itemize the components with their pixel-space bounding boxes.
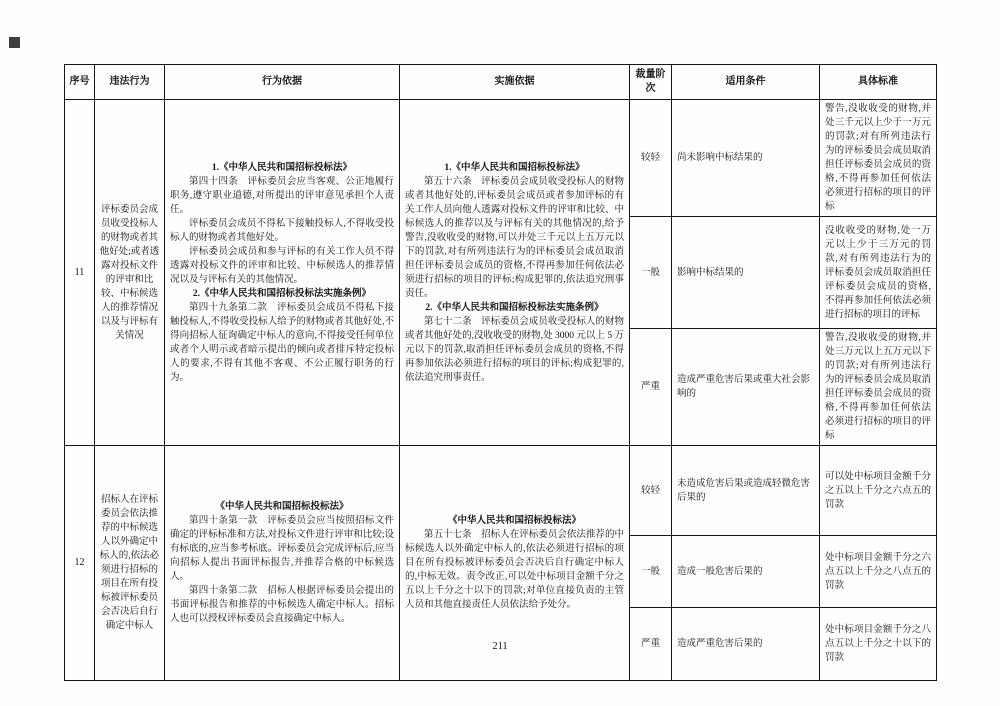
- condition-cell: 造成一般危害后果的: [672, 536, 820, 608]
- law-paragraph: 第七十二条 评标委员会成员收受投标人的财物或者其他好处的,没收收受的财物,处 3000 元以上 5 万元以下的罚款,取消担任评标委员会成员的资格,不得再参加依法必须进行招标的项目的评标;构成犯罪的,依法追究刑事责任。: [405, 316, 624, 383]
- tier-level-cell: 较轻: [630, 100, 672, 217]
- law-title: 1.《中华人民共和国招标投标法》: [444, 162, 585, 173]
- table-row: [65, 446, 937, 536]
- condition-cell: 造成严重危害后果或重大社会影响的: [672, 329, 820, 446]
- law-paragraph: 评标委员会成员不得私下接触投标人,不得收受投标人的财物或者其他好处。: [170, 218, 394, 243]
- header-standard: 具体标准: [820, 65, 937, 100]
- law-title: 2.《中华人民共和国招标投标法实施条例》: [192, 288, 372, 299]
- law-paragraph: 第四十条第一款 评标委员会应当按照招标文件确定的评标标准和方法,对投标文件进行评审和比较;设有标底的,应当参考标底。评标委员会完成评标后,应当向招标人提出书面评标报告,并推荐合格的中标候选人。: [170, 516, 394, 582]
- behavior-cell: 招标人在评标委员会依法推荐的中标候选人以外确定中标人的,依法必须进行招标的项目在所有投标被评标委员会否决后自行确定中标人: [95, 446, 165, 681]
- row-number-cell: 11: [65, 100, 95, 446]
- header-row: [65, 65, 937, 100]
- standard-cell: 处中标项目金额千分之八点五以上千分之十以下的罚款: [820, 608, 937, 681]
- standard-cell: 可以处中标项目金额千分之五以上千分之六点五的罚款: [820, 446, 937, 536]
- condition-cell: 尚未影响中标结果的: [672, 100, 820, 217]
- page-number: 211: [492, 641, 508, 652]
- basis-cell: [165, 100, 400, 446]
- law-paragraph: 第五十六条 评标委员会成员收受投标人的财物或者其他好处的,评标委员会成员或者参加评标的有关工作人员向他人透露对投标文件的评审和比较、中标候选人的推荐以及与评标有关的其他情况的,给予警告,没收收受的财物,可以并处三千元以上五万元以下的罚款,对有所列违法行为的评标委员会成员取消担任评标委员会成员的资格,不得再参加任何依法必须进行招标的项目的评标;构成犯罪的,依法追究刑事责任。: [405, 176, 624, 299]
- discretion-standards-table: [64, 64, 937, 681]
- standard-cell: 处中标项目金额千分之六点五以上千分之八点五的罚款: [820, 536, 937, 608]
- header-no: 序号: [65, 65, 95, 100]
- table-row: [65, 100, 937, 217]
- header-tier: 裁量阶次: [630, 65, 672, 100]
- tier-level-cell: 严重: [630, 329, 672, 446]
- law-title: 《中华人民共和国招标投标法》: [447, 516, 581, 526]
- page-corner-mark: [9, 37, 20, 48]
- law-title: 1.《中华人民共和国招标投标法》: [211, 162, 353, 173]
- standard-cell: 警告,没收收受的财物,并处三千元以上少于一万元的罚款;对有所列违法行为的评标委员会成员取消担任评标委员会成员的资格,不得再参加任何依法必须进行招标的项目的评标: [820, 100, 937, 217]
- header-basis: 行为依据: [165, 65, 400, 100]
- condition-cell: 造成严重危害后果的: [672, 608, 820, 681]
- header-implementation: 实施依据: [400, 65, 630, 100]
- law-title: 2.《中华人民共和国招标投标法实施条例》: [425, 302, 604, 313]
- behavior-cell: 评标委员会成员收受投标人的财物或者其他好处;或者透露对投标文件的评审和比较、中标候选人的推荐情况以及与评标有关情况: [95, 100, 165, 446]
- tier-level-cell: 较轻: [630, 446, 672, 536]
- tier-level-cell: 一般: [630, 217, 672, 329]
- law-paragraph: 评标委员会成员和参与评标的有关工作人员不得透露对投标文件的评审和比较、中标候选人的推荐情况以及与评标有关的其他情况。: [170, 246, 394, 285]
- law-paragraph: 第五十七条 招标人在评标委员会依法推荐的中标候选人以外确定中标人的,依法必须进行招标的项目在所有投标被评标委员会否决后自行确定中标人的,中标无效。责令改正,可以处中标项目金额千分之五以上千分之十以下的罚款;对单位直接负责的主管人员和其他直接责任人员依法给予处分。: [405, 530, 624, 610]
- tier-level-cell: 一般: [630, 536, 672, 608]
- law-paragraph: 第四十四条 评标委员会应当客观、公正地履行职务,遵守职业道德,对所提出的评审意见承担个人责任。: [170, 176, 394, 215]
- standard-cell: 警告,没收收受的财物,并处三万元以上五万元以下的罚款;对有所列违法行为的评标委员会成员取消担任评标委员会成员的资格,不得再参加任何依法必须进行招标的项目的评标: [820, 329, 937, 446]
- condition-cell: 影响中标结果的: [672, 217, 820, 329]
- standard-cell: 没收收受的财物,处一万元以上少于三万元的罚款,对有所列违法行为的评标委员会成员取消担任评标委员会成员的资格,不得再参加任何依法必须进行招标的项目的评标: [820, 217, 937, 329]
- law-paragraph: 第四十九条第二款 评标委员会成员不得私下接触投标人,不得收受投标人给予的财物或者其他好处,不得向招标人征询确定中标人的意向,不得接受任何单位或者个人明示或者暗示提出的倾向或者排斥特定投标人的要求,不得有其他不客观、不公正履行职务的行为。: [170, 302, 394, 383]
- header-behavior: 违法行为: [95, 65, 165, 100]
- law-paragraph: 第四十条第二款 招标人根据评标委员会提出的书面评标报告和推荐的中标候选人确定中标人。招标人也可以授权评标委员会直接确定中标人。: [170, 586, 394, 624]
- header-condition: 适用条件: [672, 65, 820, 100]
- row-number-cell: 12: [65, 446, 95, 681]
- law-title: 《中华人民共和国招标投标法》: [215, 502, 349, 512]
- tier-level-cell: 严重: [630, 608, 672, 681]
- implementation-cell: [400, 100, 630, 446]
- condition-cell: 未造成危害后果或造成轻微危害后果的: [672, 446, 820, 536]
